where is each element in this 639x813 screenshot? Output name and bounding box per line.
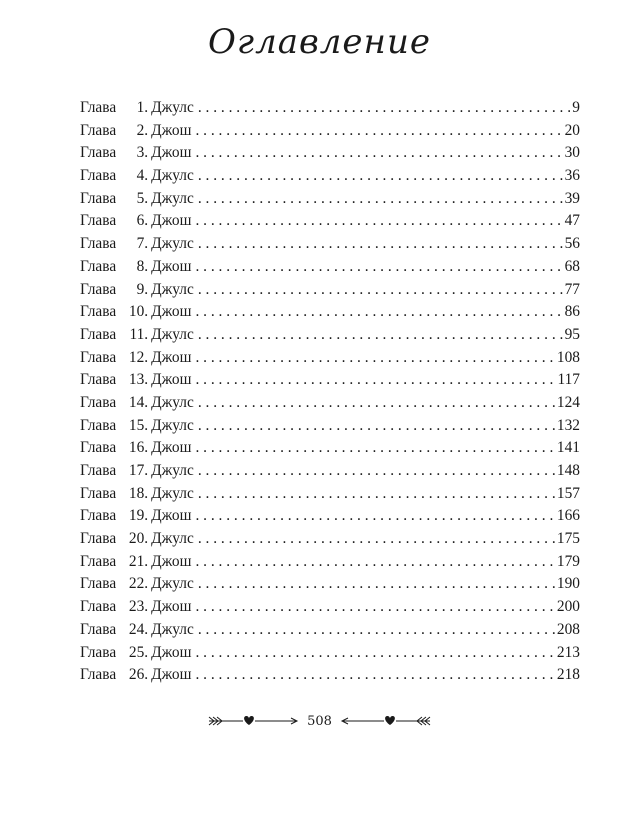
chapter-number: 10. [128, 303, 149, 321]
dot-leader [198, 324, 563, 347]
toc-entry [80, 551, 580, 574]
page-reference: 56 [564, 235, 580, 253]
dot-leader [198, 573, 555, 596]
toc-entry [80, 233, 580, 256]
toc-entry [80, 573, 580, 596]
chapter-number: 20. [128, 530, 149, 548]
chapter-narrator: Джош [151, 552, 192, 570]
chapter-narrator: Джулс [151, 280, 194, 298]
dot-leader [198, 619, 555, 642]
chapter-word: Глава [80, 620, 117, 638]
chapter-number: 23. [128, 598, 149, 616]
chapter-number: 18. [128, 484, 149, 502]
toc-entry [80, 347, 580, 370]
chapter-narrator: Джош [151, 348, 192, 366]
dot-leader [195, 664, 554, 687]
chapter-narrator: Джулс [151, 325, 194, 343]
chapter-narrator: Джош [151, 666, 192, 684]
dot-leader [195, 120, 562, 143]
chapter-word: Глава [80, 530, 117, 548]
chapter-number: 9. [136, 280, 149, 298]
chapter-narrator: Джош [151, 212, 192, 230]
chapter-number: 17. [128, 462, 149, 479]
dot-leader [198, 392, 555, 415]
chapter-narrator: Джош [151, 507, 192, 525]
chapter-word: Глава [80, 462, 117, 479]
chapter-narrator: Джулс [151, 620, 194, 638]
chapter-number: 7. [136, 235, 149, 253]
page-reference: 148 [556, 462, 580, 479]
toc-entry [80, 256, 580, 279]
page-reference: 190 [556, 575, 580, 593]
page-reference: 213 [556, 643, 580, 661]
toc-entry [80, 664, 580, 687]
chapter-narrator: Джулс [151, 393, 194, 411]
page-reference: 20 [564, 121, 580, 139]
page-reference: 36 [564, 167, 580, 185]
page-reference: 117 [557, 371, 580, 389]
dot-leader [198, 415, 555, 438]
chapter-word: Глава [80, 280, 117, 298]
page-reference: 218 [556, 666, 580, 684]
toc-entry [80, 369, 580, 392]
chapter-number: 14. [128, 393, 149, 411]
chapter-narrator: Джулс [151, 530, 194, 548]
chapter-word: Глава [80, 393, 117, 411]
chapter-narrator: Джош [151, 439, 192, 457]
dot-leader [198, 97, 570, 120]
page-reference: 179 [556, 552, 580, 570]
dot-leader [198, 279, 563, 302]
page-reference: 68 [564, 257, 580, 275]
toc-entry [80, 460, 580, 483]
dot-leader [198, 483, 555, 506]
toc-entry [80, 437, 580, 460]
chapter-word: Глава [80, 144, 117, 162]
page-reference: 157 [556, 484, 580, 502]
chapter-word: Глава [80, 371, 117, 389]
chapter-word: Глава [80, 167, 117, 185]
chapter-narrator: Джош [151, 257, 192, 275]
table-of-contents [80, 97, 580, 687]
dot-leader [198, 460, 555, 483]
chapter-number: 5. [136, 189, 149, 207]
chapter-number: 24. [128, 620, 149, 638]
page-reference: 132 [556, 416, 580, 434]
chapter-word: Глава [80, 303, 117, 321]
toc-entry [80, 188, 580, 211]
page-reference: 124 [556, 393, 580, 411]
chapter-word: Глава [80, 666, 117, 684]
dot-leader [195, 347, 554, 370]
toc-entry [80, 619, 580, 642]
chapter-number: 6. [136, 212, 149, 230]
dot-leader [195, 301, 562, 324]
dot-leader [198, 165, 563, 188]
toc-entry [80, 301, 580, 324]
page-reference: 200 [556, 598, 580, 616]
chapter-number: 8. [136, 257, 149, 275]
toc-entry [80, 505, 580, 528]
page-title: Оглавление [208, 22, 431, 62]
chapter-number: 25. [128, 643, 149, 661]
toc-entry [80, 324, 580, 347]
toc-entry [80, 392, 580, 415]
chapter-number: 16. [128, 439, 149, 457]
chapter-number: 3. [136, 144, 149, 162]
dot-leader [195, 596, 554, 619]
chapter-word: Глава [80, 121, 117, 139]
chapter-narrator: Джулс [151, 484, 194, 502]
chapter-word: Глава [80, 575, 117, 593]
arrow-heart-ornament-left-icon [207, 713, 299, 729]
chapter-narrator: Джулс [151, 167, 194, 185]
toc-entry [80, 483, 580, 506]
dot-leader [195, 642, 554, 665]
chapter-word: Глава [80, 507, 117, 525]
dot-leader [195, 369, 555, 392]
toc-entry [80, 142, 580, 165]
page-reference: 208 [556, 620, 580, 638]
page-footer [0, 713, 639, 729]
arrow-heart-ornament-right-icon [340, 713, 432, 729]
chapter-narrator: Джулс [151, 416, 194, 434]
chapter-number: 19. [128, 507, 149, 525]
toc-entry [80, 415, 580, 438]
chapter-narrator: Джулс [151, 575, 194, 593]
page-reference: 175 [556, 530, 580, 548]
chapter-number: 26. [128, 666, 149, 684]
page-reference: 86 [564, 303, 580, 321]
chapter-word: Глава [80, 416, 117, 434]
chapter-narrator: Джош [151, 643, 192, 661]
dot-leader [195, 551, 554, 574]
chapter-number: 11. [129, 325, 149, 343]
chapter-word: Глава [80, 257, 117, 275]
dot-leader [195, 142, 562, 165]
page-reference: 108 [556, 348, 580, 366]
chapter-number: 15. [128, 416, 149, 434]
chapter-narrator: Джулс [151, 462, 194, 479]
chapter-narrator: Джош [151, 144, 192, 162]
dot-leader [195, 210, 562, 233]
chapter-narrator: Джулс [151, 99, 194, 116]
page-reference: 166 [556, 507, 580, 525]
dot-leader [195, 256, 562, 279]
dot-leader [195, 437, 554, 460]
toc-entry [80, 642, 580, 665]
chapter-narrator: Джулс [151, 235, 194, 253]
chapter-word: Глава [80, 212, 117, 230]
page-reference: 47 [564, 212, 580, 230]
chapter-word: Глава [80, 348, 117, 366]
chapter-narrator: Джош [151, 121, 192, 139]
chapter-number: 22. [128, 575, 149, 593]
chapter-word: Глава [80, 598, 117, 616]
chapter-word: Глава [80, 552, 117, 570]
chapter-word: Глава [80, 643, 117, 661]
dot-leader [198, 528, 555, 551]
chapter-narrator: Джош [151, 371, 192, 389]
page-reference: 77 [564, 280, 580, 298]
dot-leader [198, 233, 563, 256]
chapter-number: 21. [128, 552, 149, 570]
dot-leader [198, 188, 563, 211]
page-number: 508 [307, 713, 332, 729]
chapter-word: Глава [80, 235, 117, 253]
toc-entry [80, 596, 580, 619]
chapter-number: 1. [136, 99, 149, 116]
page-reference: 95 [564, 325, 580, 343]
toc-entry [80, 120, 580, 143]
chapter-narrator: Джош [151, 598, 192, 616]
page-reference: 39 [564, 189, 580, 207]
chapter-number: 2. [136, 121, 149, 139]
page-reference: 141 [556, 439, 580, 457]
page-reference: 30 [564, 144, 580, 162]
chapter-number: 12. [128, 348, 149, 366]
chapter-narrator: Джулс [151, 189, 194, 207]
chapter-word: Глава [80, 325, 117, 343]
chapter-number: 4. [136, 167, 149, 185]
toc-entry [80, 97, 580, 120]
chapter-narrator: Джош [151, 303, 192, 321]
chapter-number: 13. [128, 371, 149, 389]
toc-entry [80, 210, 580, 233]
dot-leader [195, 505, 554, 528]
page-reference: 9 [572, 99, 580, 116]
chapter-word: Глава [80, 99, 117, 116]
toc-entry [80, 528, 580, 551]
chapter-word: Глава [80, 439, 117, 457]
toc-entry [80, 279, 580, 302]
toc-entry [80, 165, 580, 188]
chapter-word: Глава [80, 189, 117, 207]
chapter-word: Глава [80, 484, 117, 502]
